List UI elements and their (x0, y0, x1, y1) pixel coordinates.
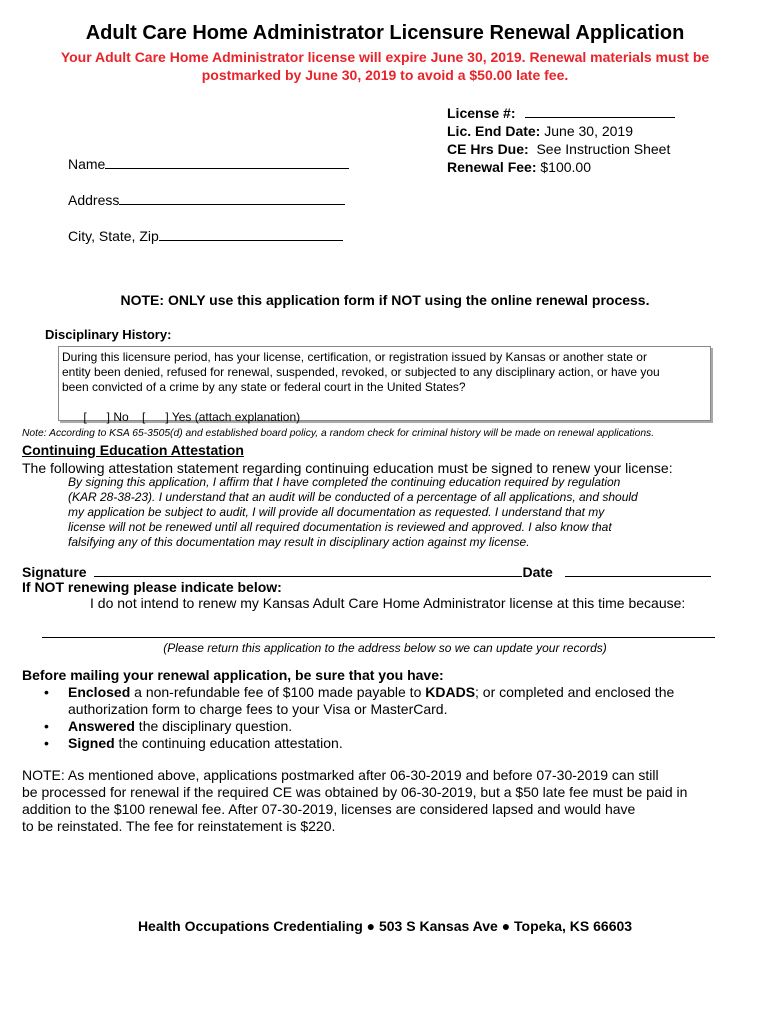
date-label: Date (522, 564, 553, 580)
signature-row (22, 563, 711, 580)
name-field[interactable] (105, 155, 349, 169)
signed-text: the continuing education attestation. (114, 735, 343, 751)
late-fee-note (22, 767, 722, 835)
license-end-date-row (447, 122, 633, 140)
online-renewal-note: NOTE: ONLY use this application form if NOT using the online renewal process. (120, 292, 650, 308)
license-number-field[interactable] (525, 104, 675, 118)
footer-address: Health Occupations Credentialing ● 503 S Kansas Ave ● Topeka, KS 66603 (137, 918, 633, 934)
signed-label: Signed (68, 735, 115, 751)
bullet-icon: • (44, 718, 49, 734)
address-field[interactable] (119, 191, 345, 205)
ce-hours-row (447, 140, 670, 158)
license-end-date-value: June 30, 2019 (544, 123, 633, 139)
page-title: Adult Care Home Administrator Licensure Renewal Application (85, 22, 685, 44)
disciplinary-question-line1: During this licensure period, has your license, certification, or registration issued by Kansas or another state or (62, 350, 647, 364)
disciplinary-no-checkbox[interactable]: [ ] No (83, 410, 129, 424)
before-mailing-title: Before mailing your renewal application, be sure that you have: (22, 667, 444, 683)
signature-label: Signature (22, 564, 87, 580)
ce-statement-line5: falsifying any of this documentation may result in disciplinary action against my license. (68, 535, 530, 549)
ce-attestation-statement (68, 475, 688, 550)
address-label: Address (68, 192, 120, 208)
not-renewing-statement: I do not intend to renew my Kansas Adult Care Home Administrator license at this time because: (90, 595, 686, 611)
enclosed-text-c: authorization form to charge fees to your Visa or MasterCard. (68, 701, 448, 717)
renewal-fee-value: $100.00 (540, 159, 591, 175)
ce-attestation-intro: The following attestation statement regarding continuing education must be signed to renew your license: (22, 460, 673, 476)
ce-statement-line2: (KAR 28-38-23). I understand that an audit will be conducted of a percentage of all applications, and should (68, 490, 638, 504)
city-state-zip-label: City, State, Zip (68, 228, 159, 244)
before-mailing-checklist (22, 684, 722, 752)
date-field[interactable] (565, 563, 711, 577)
ce-statement-line3: my application be subject to audit, I will provide all documentation as requested. I understand that my (68, 505, 605, 519)
expiration-warning-line1: Your Adult Care Home Administrator license will expire June 30, 2019. Renewal materials must be (60, 49, 710, 65)
ce-statement-line4: license will not be renewed until all required documentation is reviewed and approved. I also know that (68, 520, 612, 534)
bullet-icon: • (44, 684, 49, 700)
disciplinary-question-line3: been convicted of a crime by any state or federal court in the United States? (62, 380, 466, 394)
kdads-label: KDADS (425, 684, 476, 700)
disciplinary-question-line2: entity been denied, refused for renewal, suspended, revoked, or subjected to any disciplinary action, or have you (62, 365, 660, 379)
not-renewing-reason-field[interactable] (42, 637, 715, 638)
late-fee-note-line1: NOTE: As mentioned above, applications postmarked after 06-30-2019 and before 07-30-2019 can still (22, 767, 659, 783)
license-end-date-label: Lic. End Date: (447, 123, 541, 139)
ce-hours-label: CE Hrs Due: (447, 141, 529, 157)
license-number-label: License #: (447, 105, 516, 121)
disciplinary-question-box (58, 346, 711, 424)
answered-text: the disciplinary question. (134, 718, 293, 734)
ce-statement-line1: By signing this application, I affirm that I have completed the continuing education required by regulation (68, 475, 621, 489)
signature-field[interactable] (94, 563, 522, 577)
criminal-history-note: Note: According to KSA 65-3505(d) and established board policy, a random check for criminal history will be made on renewal applications. (22, 428, 655, 439)
late-fee-note-line4: to be reinstated. The fee for reinstatement is $220. (22, 818, 336, 834)
address-row (68, 191, 345, 208)
not-renewing-title: If NOT renewing please indicate below: (22, 579, 282, 595)
late-fee-note-line3: addition to the $100 renewal fee. After 07-30-2019, licenses are considered lapsed and would have (22, 801, 636, 817)
disciplinary-history-title: Disciplinary History: (45, 327, 172, 342)
ce-attestation-title: Continuing Education Attestation (22, 442, 244, 458)
enclosed-text-b: ; or completed and enclosed the (475, 684, 675, 700)
renewal-fee-label: Renewal Fee: (447, 159, 537, 175)
bullet-icon: • (44, 735, 49, 751)
name-row (68, 155, 349, 172)
list-item (22, 735, 722, 752)
renewal-fee-row (447, 158, 591, 176)
name-label: Name (68, 156, 106, 172)
expiration-warning-line2: postmarked by June 30, 2019 to avoid a $50.00 late fee. (201, 67, 569, 83)
answered-label: Answered (68, 718, 135, 734)
late-fee-note-line2: be processed for renewal if the required CE was obtained by 06-30-2019, but a $50 late fee must be paid in (22, 784, 688, 800)
enclosed-text-a: a non-refundable fee of $100 made payable to (130, 684, 426, 700)
enclosed-label: Enclosed (68, 684, 131, 700)
list-item (22, 684, 722, 718)
disciplinary-yes-checkbox[interactable]: [ ] Yes (attach explanation) (142, 410, 301, 424)
license-number-row (447, 104, 675, 122)
list-item (22, 718, 722, 735)
ce-hours-value: See Instruction Sheet (536, 141, 671, 157)
city-state-zip-row (68, 227, 343, 244)
return-address-note: (Please return this application to the address below so we can update your records) (163, 641, 607, 655)
city-state-zip-field[interactable] (159, 227, 343, 241)
